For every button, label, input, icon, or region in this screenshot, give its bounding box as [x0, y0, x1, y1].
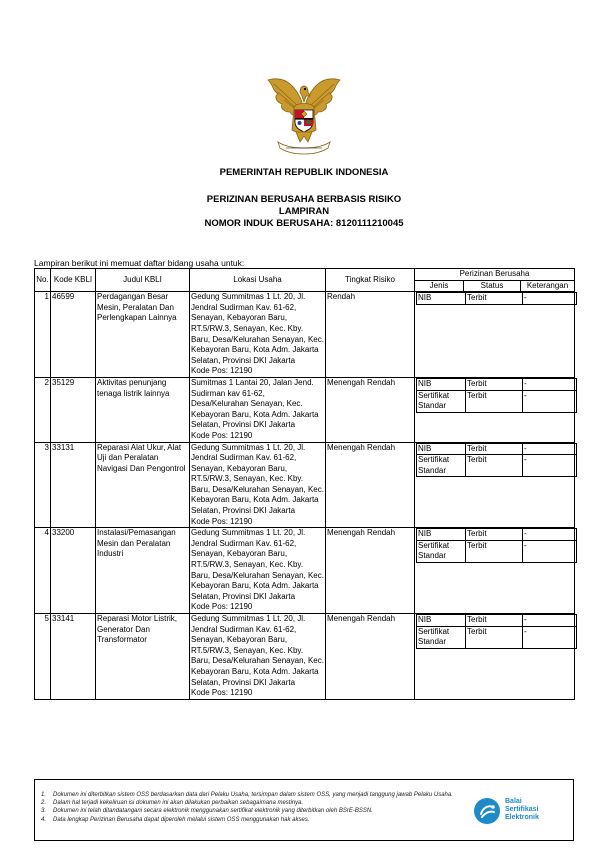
cell-perizinan [415, 292, 575, 378]
perizinan-ket: - [523, 390, 577, 412]
table-row [35, 614, 575, 700]
cell-judul-kbli: Reparasi Alat Ukur, Alat Uji dan Peralatan Navigasi Dan Pengontrol [96, 442, 190, 528]
cell-no: 3 [35, 442, 51, 528]
perizinan-jenis: NIB [417, 529, 466, 541]
perizinan-status: Terbit [466, 378, 523, 390]
perizinan-ket: - [523, 626, 577, 648]
bsre-logo-icon [473, 797, 501, 825]
col-no: No. [35, 269, 51, 292]
table-row [35, 292, 575, 378]
perizinan-status: Terbit [466, 443, 523, 455]
cell-judul-kbli: Instalasi/Pemasangan Mesin dan Peralatan Industri [96, 528, 190, 614]
perizinan-status: Terbit [466, 455, 523, 477]
col-perizinan-berusaha: Perizinan Berusaha [415, 269, 575, 281]
cell-kode-kbli: 46599 [51, 292, 96, 378]
lokasi-kode-pos: Kode Pos: 12190 [191, 516, 253, 526]
footer-notes [34, 779, 574, 841]
perizinan-subtable [416, 528, 577, 563]
cell-lokasi-usaha [190, 614, 326, 700]
lokasi-kode-pos: Kode Pos: 12190 [191, 430, 253, 440]
cell-tingkat-risiko: Menengah Rendah [326, 442, 415, 528]
footer-note-number: 1. [41, 792, 47, 798]
perizinan-jenis: Sertifikat Standar [417, 455, 466, 477]
cell-kode-kbli: 33131 [51, 442, 96, 528]
footer-note [41, 807, 471, 815]
lokasi-address: Gedung Summitmas 1 Lt. 20, Jl. Jendral Sudirman Kav. 61-62, Senayan, Kebayoran Baru, RT.5/RW.3, Senayan, Kec. Kby. Baru, Desa/Kelurahan Senayan, Kec. Kebayoran Baru, Kota Adm. Jakarta Selatan, Provinsi DKI Jakarta [191, 614, 324, 687]
garuda-emblem-icon [264, 72, 344, 158]
col-status: Status [464, 280, 521, 292]
bsre-line3: Elektronik [505, 814, 539, 821]
perizinan-ket: - [523, 615, 577, 627]
footer-note-number: 2. [41, 800, 47, 807]
perizinan-status: Terbit [466, 615, 523, 627]
perizinan-status: Terbit [466, 529, 523, 541]
perizinan-row [417, 378, 577, 390]
footer-note-text: Dokumen ini diterbitkan sistem OSS berdasarkan data dari Pelaku Usaha, tersimpan dalam sistem OSS, yang menjadi tanggung jawab Pelaku Usaha. [53, 792, 453, 798]
kbli-table [34, 268, 575, 700]
perizinan-ket: - [523, 443, 577, 455]
perizinan-row [417, 443, 577, 455]
perizinan-subtable [416, 614, 577, 649]
footer-note-number: 3. [41, 808, 47, 815]
cell-tingkat-risiko: Rendah [326, 292, 415, 378]
perizinan-status: Terbit [466, 626, 523, 648]
col-keterangan: Keterangan [521, 280, 575, 292]
lokasi-address: Sumitmas 1 Lantai 20, Jalan Jend. Sudirman kav 61-62, Desa/Kelurahan Senayan, Kec. Kebayoran Baru, Kota Adm. Jakarta Selatan, Provinsi DKI Jakarta [191, 377, 319, 430]
perizinan-jenis: Sertifikat Standar [417, 626, 466, 648]
footer-note-text: Data lengkap Perizinan Berusaha dapat diperoleh melalui sistem OSS menggunakan hak akses. [53, 816, 310, 823]
bsre-line1: Balai [505, 798, 522, 805]
cell-lokasi-usaha [190, 528, 326, 614]
footer-note [41, 816, 471, 824]
col-tingkat-risiko: Tingkat Risiko [326, 269, 415, 292]
lokasi-kode-pos: Kode Pos: 12190 [191, 366, 253, 376]
footer-note-text: Dokumen ini telah ditandatangani secara elektronik menggunakan sertifikat elektronik yang diterbitkan oleh BSrE-BSSN. [53, 808, 373, 815]
col-jenis: Jenis [415, 280, 464, 292]
footer-note-text: Dalam hal terjadi kekeliruan isi dokumen ini akan dilakukan perbaikan sebagaimana mestinya. [53, 800, 304, 807]
perizinan-ket: - [523, 455, 577, 477]
footer-note [41, 799, 471, 807]
perizinan-subtable [416, 443, 577, 478]
intro-text: Lampiran berikut ini memuat daftar bidang usaha untuk: [34, 258, 245, 268]
table-row [35, 528, 575, 614]
cell-tingkat-risiko: Menengah Rendah [326, 528, 415, 614]
perizinan-row [417, 626, 577, 648]
cell-kode-kbli: 35129 [51, 377, 96, 442]
cell-no: 5 [35, 614, 51, 700]
table-row [35, 442, 575, 528]
lokasi-kode-pos: Kode Pos: 12190 [191, 602, 253, 612]
bsre-line2: Sertifikasi [505, 806, 539, 813]
perizinan-jenis: NIB [417, 443, 466, 455]
perizinan-row [417, 540, 577, 562]
col-lokasi-usaha: Lokasi Usaha [190, 269, 326, 292]
perizinan-ket: - [523, 540, 577, 562]
document-title: PERIZINAN BERUSAHA BERBASIS RISIKO [206, 194, 402, 205]
bsre-logo [473, 797, 563, 827]
perizinan-row [417, 293, 577, 305]
cell-perizinan [415, 528, 575, 614]
cell-lokasi-usaha [190, 442, 326, 528]
cell-judul-kbli: Aktivitas penunjang tenaga listrik lainnya [96, 377, 190, 442]
cell-judul-kbli: Perdagangan Besar Mesin, Peralatan Dan Perlengkapan Lainnya [96, 292, 190, 378]
cell-lokasi-usaha [190, 292, 326, 378]
perizinan-row [417, 529, 577, 541]
perizinan-ket: - [523, 378, 577, 390]
cell-kode-kbli: 33200 [51, 528, 96, 614]
nib-number: NOMOR INDUK BERUSAHA: 8120111210045 [204, 218, 404, 229]
perizinan-jenis: Sertifikat Standar [417, 390, 466, 412]
perizinan-ket: - [523, 293, 577, 305]
perizinan-jenis: Sertifikat Standar [417, 540, 466, 562]
cell-perizinan [415, 442, 575, 528]
footer-note [41, 791, 471, 799]
perizinan-row [417, 390, 577, 412]
cell-perizinan [415, 377, 575, 442]
col-kode-kbli: Kode KBLI [51, 269, 96, 292]
footer-note-number: 4. [41, 816, 47, 823]
perizinan-status: Terbit [466, 293, 523, 305]
perizinan-status: Terbit [466, 540, 523, 562]
lokasi-address: Gedung Summitmas 1 Lt. 20, Jl. Jendral Sudirman Kav. 61-62, Senayan, Kebayoran Baru, RT.5/RW.3, Senayan, Kec. Kby. Baru, Desa/Kelurahan Senayan, Kec. Kebayoran Baru, Kota Adm. Jakarta Selatan, Provinsi DKI Jakarta [191, 292, 324, 365]
perizinan-ket: - [523, 529, 577, 541]
lokasi-kode-pos: Kode Pos: 12190 [191, 688, 253, 698]
lokasi-address: Gedung Summitmas 1 Lt. 20, Jl. Jendral Sudirman Kav. 61-62, Senayan, Kebayoran Baru, RT.5/RW.3, Senayan, Kec. Kby. Baru, Desa/Kelurahan Senayan, Kec. Kebayoran Baru, Kota Adm. Jakarta Selatan, Provinsi DKI Jakarta [191, 442, 324, 516]
perizinan-row [417, 455, 577, 477]
table-row [35, 377, 575, 442]
lokasi-address: Gedung Summitmas 1 Lt. 20, Jl. Jendral Sudirman Kav. 61-62, Senayan, Kebayoran Baru, RT.5/RW.3, Senayan, Kec. Kby. Baru, Desa/Kelurahan Senayan, Kec. Kebayoran Baru, Kota Adm. Jakarta Selatan, Provinsi DKI Jakarta [191, 528, 324, 601]
perizinan-row [417, 615, 577, 627]
cell-judul-kbli: Reparasi Motor Listrik, Generator Dan Transformator [96, 614, 190, 700]
cell-tingkat-risiko: Menengah Rendah [326, 377, 415, 442]
cell-no: 2 [35, 377, 51, 442]
perizinan-subtable [416, 378, 577, 413]
cell-no: 1 [35, 292, 51, 378]
government-title: PEMERINTAH REPUBLIK INDONESIA [219, 167, 389, 178]
perizinan-jenis: NIB [417, 615, 466, 627]
perizinan-jenis: NIB [417, 378, 466, 390]
perizinan-jenis: NIB [417, 293, 466, 305]
perizinan-subtable [416, 292, 577, 305]
cell-lokasi-usaha [190, 377, 326, 442]
cell-kode-kbli: 33141 [51, 614, 96, 700]
table-header-row [35, 269, 575, 281]
cell-no: 4 [35, 528, 51, 614]
perizinan-status: Terbit [466, 390, 523, 412]
document-subtitle: LAMPIRAN [278, 206, 330, 217]
col-judul-kbli: Judul KBLI [96, 269, 190, 292]
cell-perizinan [415, 614, 575, 700]
cell-tingkat-risiko: Menengah Rendah [326, 614, 415, 700]
